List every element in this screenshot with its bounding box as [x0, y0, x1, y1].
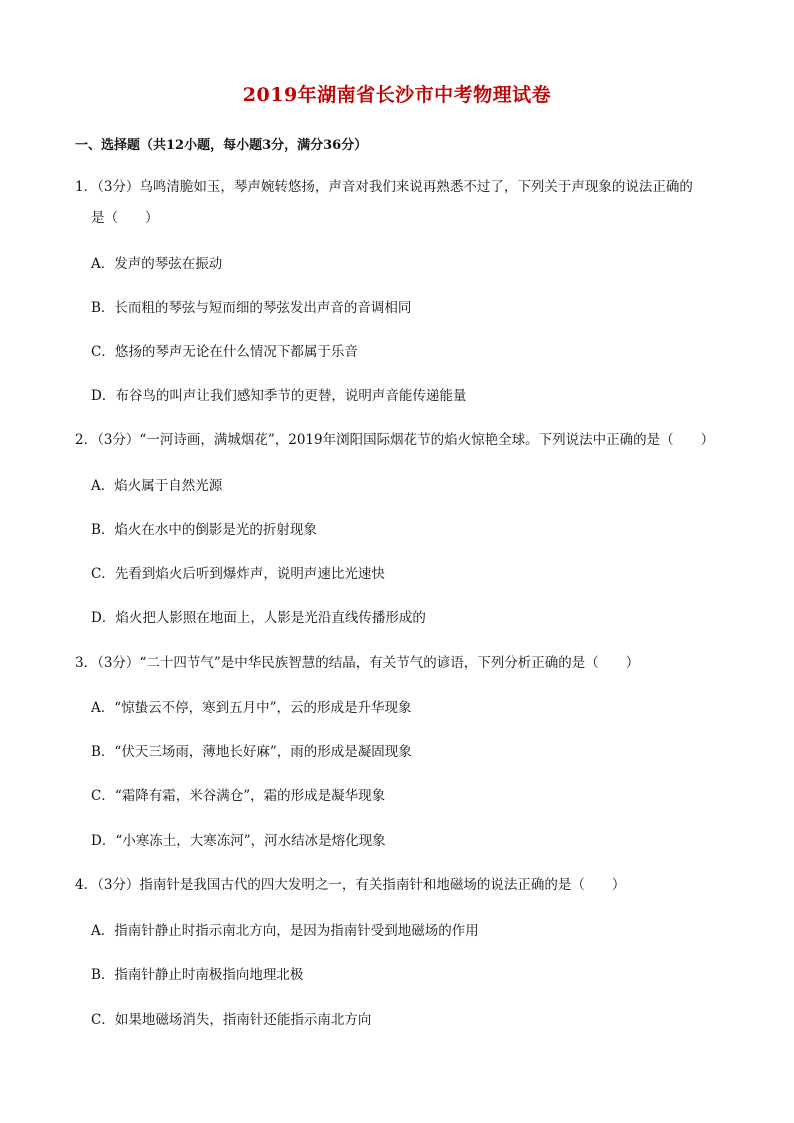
question-4-option-c: C．如果地磁场消失，指南针还能指示南北方向	[91, 1012, 372, 1028]
question-2-option-d: D．焰火把人影照在地面上，人影是光沿直线传播形成的	[91, 610, 426, 626]
question-1-option-b: B．长而粗的琴弦与短而细的琴弦发出声音的音调相同	[91, 300, 412, 316]
question-3-stem: 3．（3分）“二十四节气”是中华民族智慧的结晶，有关节气的谚语，下列分析正确的是（ ）	[75, 655, 640, 671]
question-2-option-b: B．焰火在水中的倒影是光的折射现象	[91, 522, 317, 538]
question-1-option-c: C．悠扬的琴声无论在什么情况下都属于乐音	[91, 344, 358, 360]
section-header: 一、选择题（共12小题，每小题3分，满分36分）	[75, 138, 368, 153]
question-1-stem-continued: 是（ ）	[91, 210, 159, 226]
question-2-option-a: A．焰火属于自然光源	[91, 478, 223, 494]
question-1-stem: 1．（3分）乌鸣清脆如玉，琴声婉转悠扬，声音对我们来说再熟悉不过了，下列关于声现象的说法正确的	[75, 179, 693, 195]
exam-title: 2019年湖南省长沙市中考物理试卷	[242, 84, 552, 106]
question-3-option-d: D．“小寒冻土，大寒冻河”，河水结冰是熔化现象	[91, 833, 386, 849]
question-4-stem: 4．（3分）指南针是我国古代的四大发明之一，有关指南针和地磁场的说法正确的是（ ）	[75, 877, 626, 893]
question-2-option-c: C．先看到焰火后听到爆炸声，说明声速比光速快	[91, 566, 385, 582]
question-1-option-d: D．布谷鸟的叫声让我们感知季节的更替，说明声音能传递能量	[91, 388, 467, 404]
question-2-stem: 2．（3分）“一河诗画，满城烟花”，2019年浏阳国际烟花节的焰火惊艳全球。下列说法中正确的是（ ）	[75, 432, 715, 448]
question-3-option-b: B．“伏天三场雨，薄地长好麻”，雨的形成是凝固现象	[91, 744, 412, 760]
question-4-option-b: B．指南针静止时南极指向地理北极	[91, 967, 304, 983]
question-1-option-a: A．发声的琴弦在振动	[91, 256, 223, 272]
question-3-option-a: A．“惊蛰云不停，寒到五月中”，云的形成是升华现象	[91, 700, 412, 716]
question-4-option-a: A．指南针静止时指示南北方向，是因为指南针受到地磁场的作用	[91, 923, 479, 939]
question-3-option-c: C．“霜降有霜，米谷满仓”，霜的形成是凝华现象	[91, 788, 386, 804]
